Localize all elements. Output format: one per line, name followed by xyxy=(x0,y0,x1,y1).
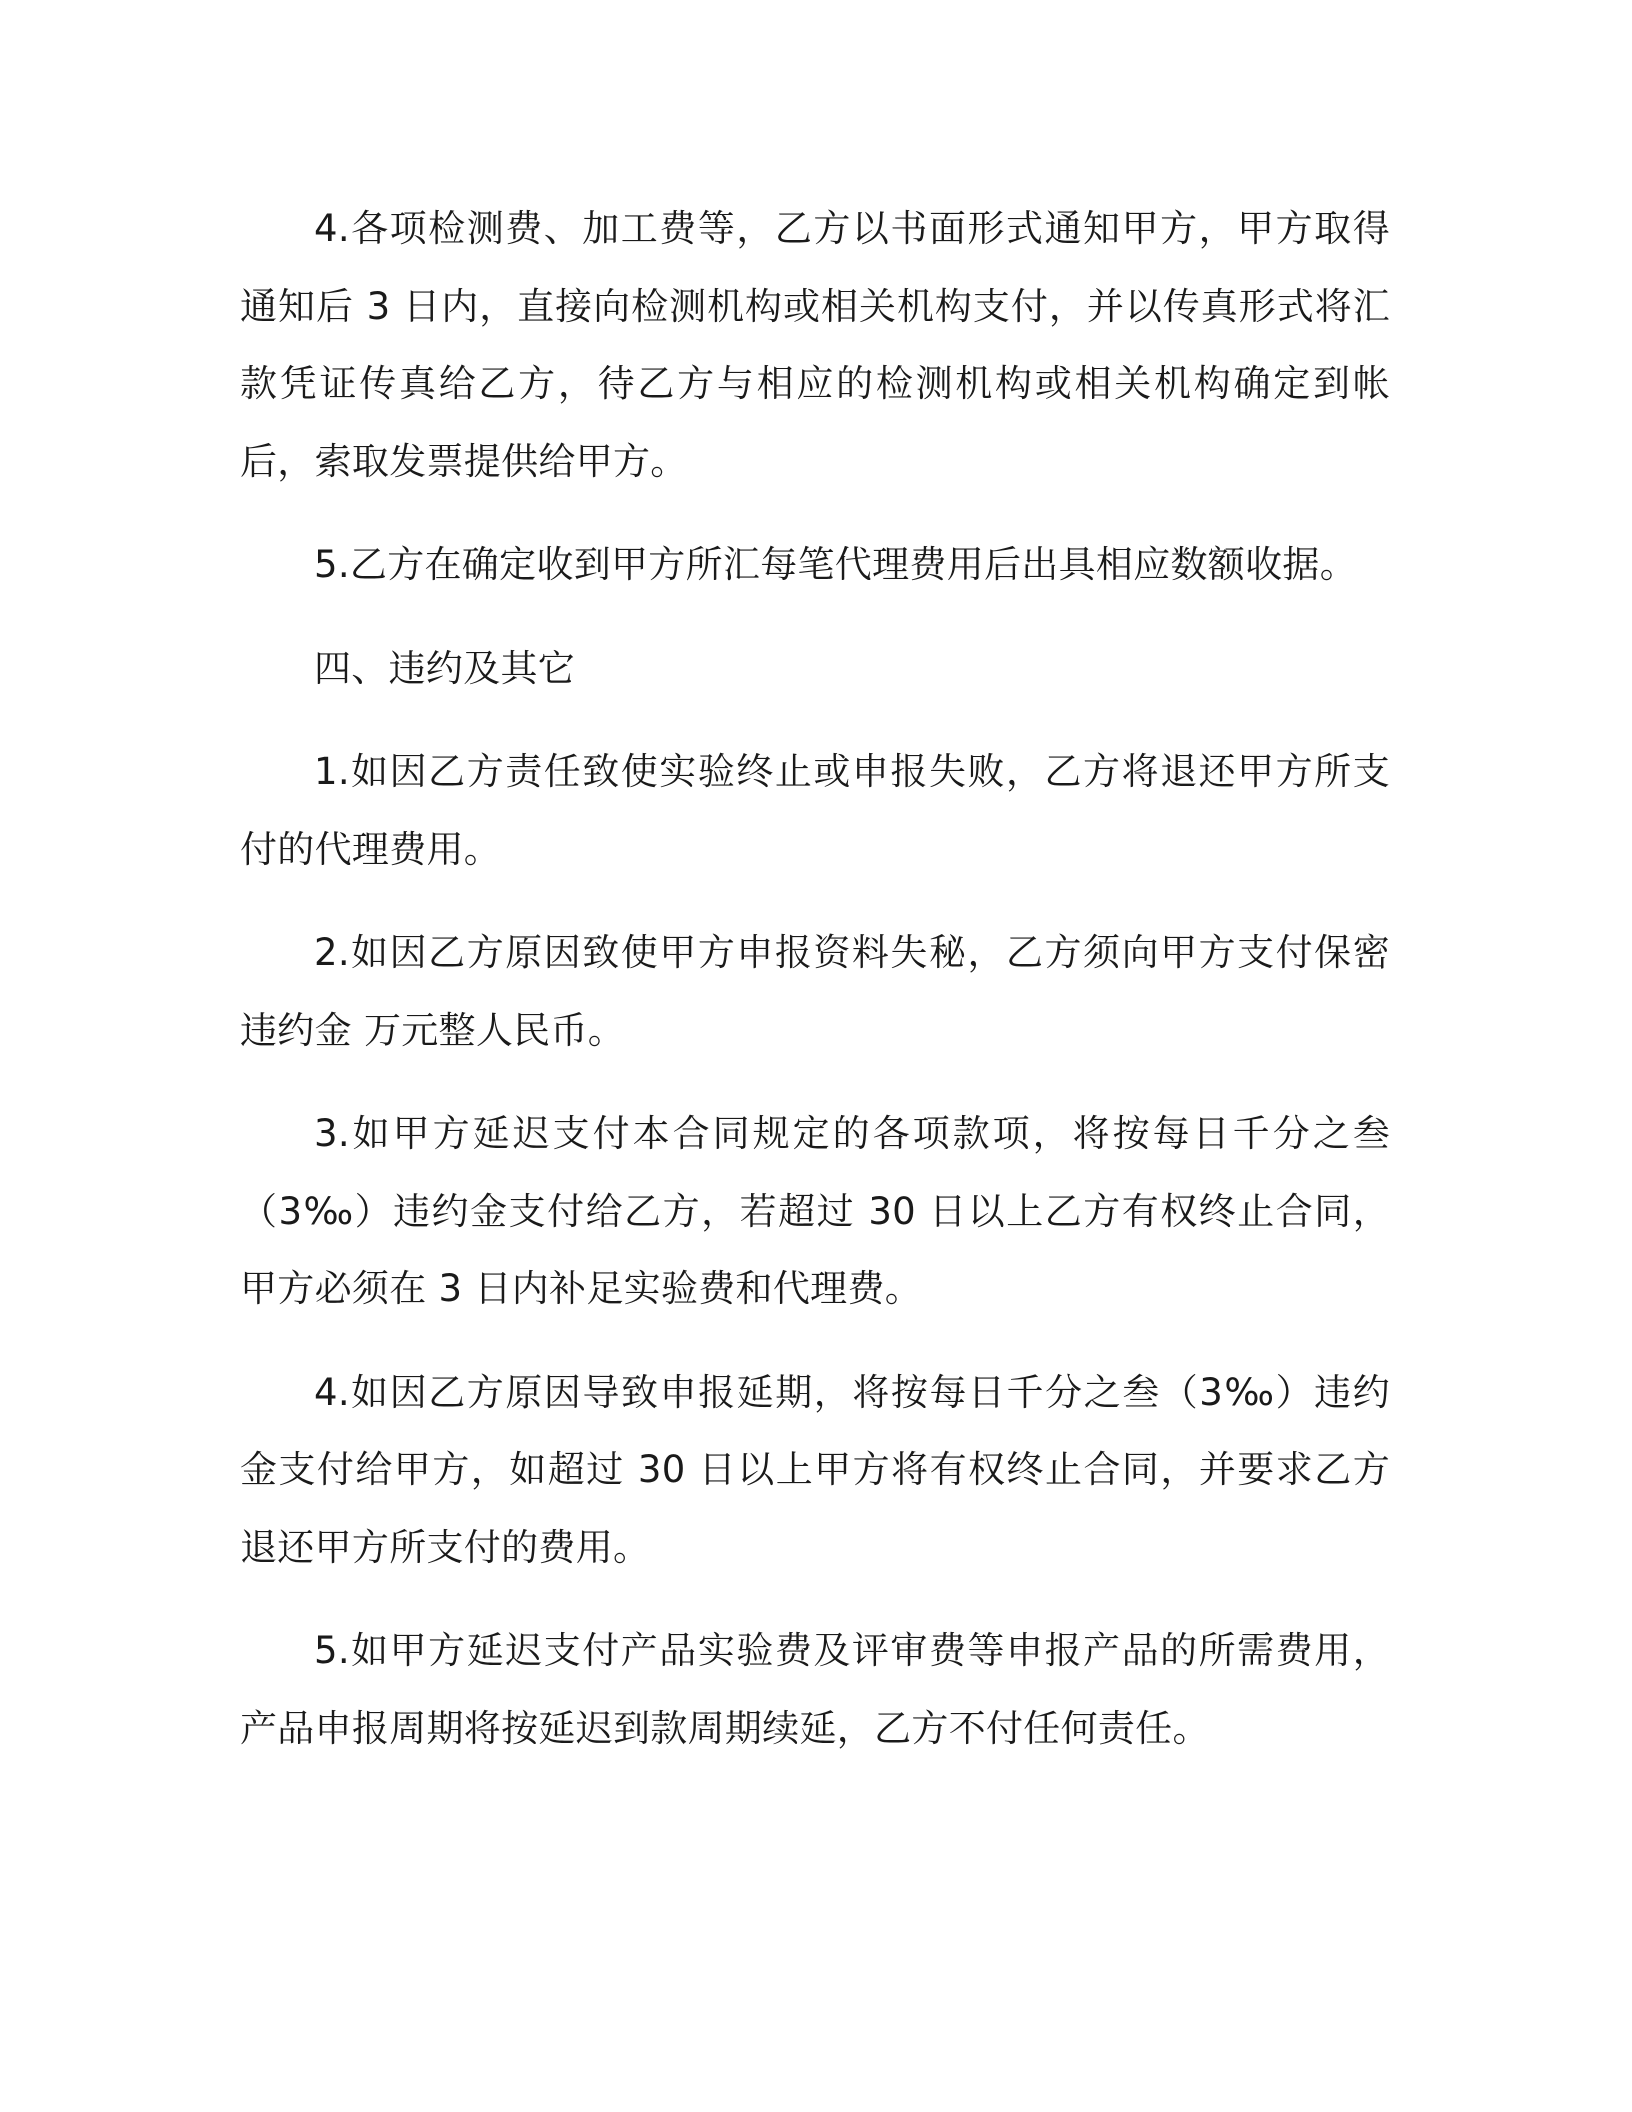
clause-paragraph: 2.如因乙方原因致使甲方申报资料失秘，乙方须向甲方支付保密违约金 万元整人民币。 xyxy=(240,931,1390,1052)
clause-paragraph: 4.各项检测费、加工费等，乙方以书面形式通知甲方，甲方取得通知后 3 日内，直接向检测机构或相关机构支付，并以传真形式将汇款凭证传真给乙方，待乙方与相应的检测机构或相关机构确定到帐后，索取发票提供给甲方。 xyxy=(240,207,1390,483)
section-heading: 四、违约及其它 xyxy=(314,646,576,690)
clause-paragraph: 1.如因乙方责任致使实验终止或申报失败，乙方将退还甲方所支付的代理费用。 xyxy=(240,750,1390,871)
clause-paragraph: 4.如因乙方原因导致申报延期，将按每日千分之叁（3‰）违约金支付给甲方，如超过 30 日以上甲方将有权终止合同，并要求乙方退还甲方所支付的费用。 xyxy=(240,1370,1390,1569)
document-body xyxy=(240,190,1390,1793)
clause-paragraph: 3.如甲方延迟支付本合同规定的各项款项，将按每日千分之叁（3‰）违约金支付给乙方，若超过 30 日以上乙方有权终止合同，甲方必须在 3 日内补足实验费和代理费。 xyxy=(240,1112,1390,1310)
clause-paragraph: 5.如甲方延迟支付产品实验费及评审费等申报产品的所需费用，产品申报周期将按延迟到款周期续延，乙方不付任何责任。 xyxy=(240,1629,1390,1750)
clause-paragraph: 5.乙方在确定收到甲方所汇每笔代理费用后出具相应数额收据。 xyxy=(314,543,1357,586)
